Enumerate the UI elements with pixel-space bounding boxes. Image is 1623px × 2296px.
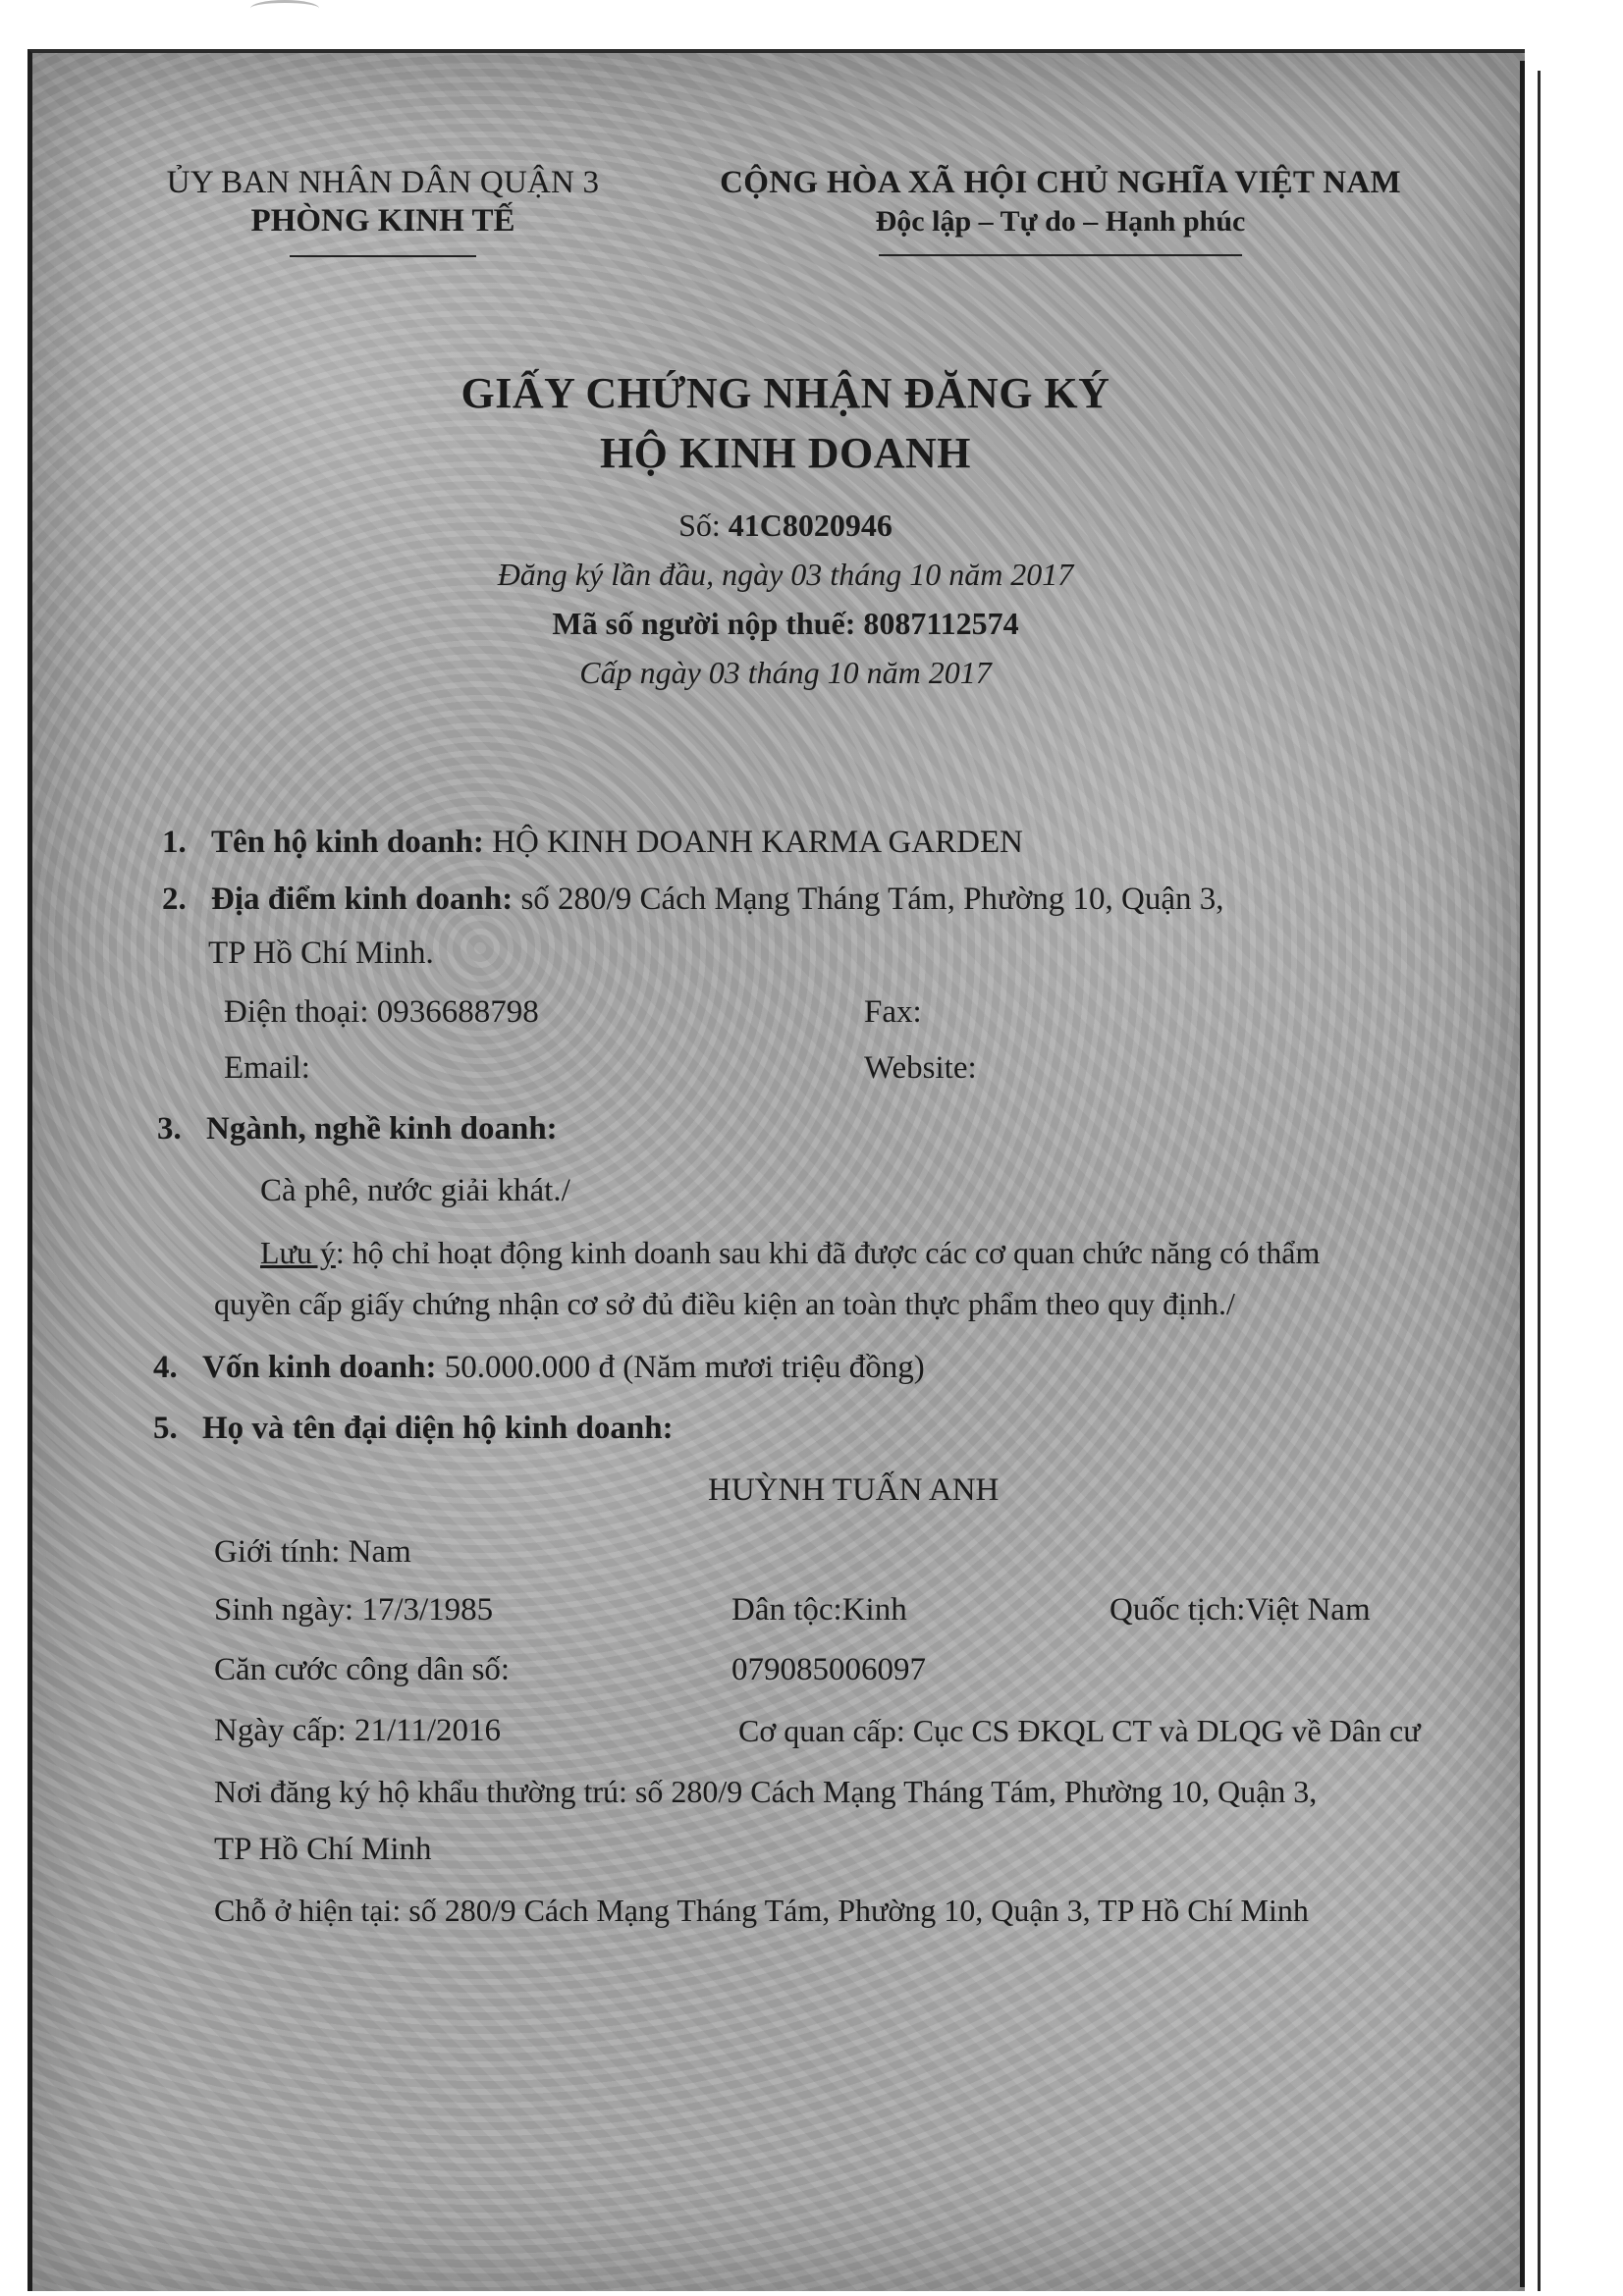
number-label: Số: [678, 507, 721, 543]
section-number: 1. [162, 825, 187, 860]
fax: Fax: [864, 994, 922, 1030]
certificate-number-row [196, 501, 1375, 550]
section-1-business-name [162, 825, 1023, 861]
section-label: Tên hộ kinh doanh: [211, 825, 484, 860]
ethnicity: Dân tộc:Kinh [731, 1592, 907, 1628]
residence-line2: TP Hồ Chí Minh [214, 1832, 432, 1867]
section-4-capital [153, 1350, 925, 1386]
tax-code-value: 8087112574 [863, 606, 1019, 641]
agency-line1: ỦY BAN NHÂN DÂN QUẬN 3 [166, 165, 600, 200]
section-label: Địa điểm kinh doanh: [211, 881, 514, 917]
first-registration-date: Đăng ký lần đầu, ngày 03 tháng 10 năm 2017 [497, 557, 1074, 592]
scan-artifact-mark [250, 0, 319, 17]
agency-underline [290, 255, 476, 257]
citizen-id-label: Căn cước công dân số: [214, 1652, 511, 1687]
note-line2: quyền cấp giấy chứng nhận cơ sở đủ điều kiện an toàn thực phẩm theo quy định./ [214, 1286, 1235, 1321]
title-line2: HỘ KINH DOANH [599, 429, 972, 477]
address-line2: TP Hồ Chí Minh. [208, 935, 434, 971]
id-issuer: Cơ quan cấp: Cục CS ĐKQL CT và DLQG về Dân cư [738, 1713, 1421, 1748]
section-label: Ngành, nghề kinh doanh: [206, 1111, 558, 1147]
issue-date: Cấp ngày 03 tháng 10 năm 2017 [579, 655, 992, 690]
section-number: 3. [157, 1111, 182, 1147]
citizen-id-value: 079085006097 [731, 1652, 926, 1687]
title-line1: GIẤY CHỨNG NHẬN ĐĂNG KÝ [460, 369, 1110, 417]
section-number: 5. [153, 1411, 178, 1446]
issuing-agency-block [147, 165, 619, 257]
document-title [196, 368, 1375, 478]
certificate-meta [196, 501, 1375, 697]
business-name: HỘ KINH DOANH KARMA GARDEN [492, 825, 1023, 860]
section-label: Họ và tên đại diện hộ kinh doanh: [202, 1411, 674, 1446]
tax-code-label: Mã số người nộp thuế: [552, 606, 856, 641]
nation-line1: CỘNG HÒA XÃ HỘI CHỦ NGHĨA VIỆT NAM [720, 165, 1401, 200]
tax-code-row [196, 599, 1375, 648]
id-issue-date: Ngày cấp: 21/11/2016 [214, 1713, 502, 1748]
date-of-birth: Sinh ngày: 17/3/1985 [214, 1592, 494, 1628]
email: Email: [224, 1050, 310, 1086]
section-number: 2. [162, 881, 187, 917]
current-address: Chỗ ở hiện tại: số 280/9 Cách Mạng Tháng Tám, Phường 10, Quận 3, TP Hồ Chí Minh [214, 1893, 1309, 1928]
agency-line2: PHÒNG KINH TẾ [250, 203, 515, 239]
phone: Điện thoại: 0936688798 [224, 994, 539, 1030]
note-label: Lưu ý [260, 1235, 336, 1270]
nationality: Quốc tịch:Việt Nam [1109, 1592, 1371, 1628]
note-text: : hộ chỉ hoạt động kinh doanh sau khi đã được các cơ quan chức năng có thẩm [335, 1235, 1321, 1270]
page-edge-line [1520, 61, 1525, 2287]
nation-line2: Độc lập – Tự do – Hạnh phúc [875, 205, 1246, 238]
representative-name: HUỲNH TUẤN ANH [708, 1472, 1000, 1508]
national-motto-block [687, 165, 1434, 256]
section-5-representative [153, 1411, 674, 1447]
capital-value: 50.000.000 đ (Năm mươi triệu đồng) [444, 1350, 925, 1385]
section-number: 4. [153, 1350, 178, 1385]
section-3-business-lines [157, 1111, 558, 1148]
note-line1 [260, 1235, 1320, 1271]
website: Website: [864, 1050, 977, 1086]
residence-line1: Nơi đăng ký hộ khẩu thường trú: số 280/9 Cách Mạng Tháng Tám, Phường 10, Quận 3, [214, 1774, 1318, 1809]
page-edge-line [1538, 71, 1541, 2291]
address-line1: số 280/9 Cách Mạng Tháng Tám, Phường 10, Quận 3, [520, 881, 1224, 917]
section-2-location [162, 881, 1224, 918]
section-label: Vốn kinh doanh: [202, 1350, 437, 1385]
motto-underline [879, 254, 1242, 256]
business-activity: Cà phê, nước giải khát./ [260, 1173, 570, 1208]
certificate-number: 41C8020946 [728, 507, 893, 543]
gender: Giới tính: Nam [214, 1534, 411, 1570]
